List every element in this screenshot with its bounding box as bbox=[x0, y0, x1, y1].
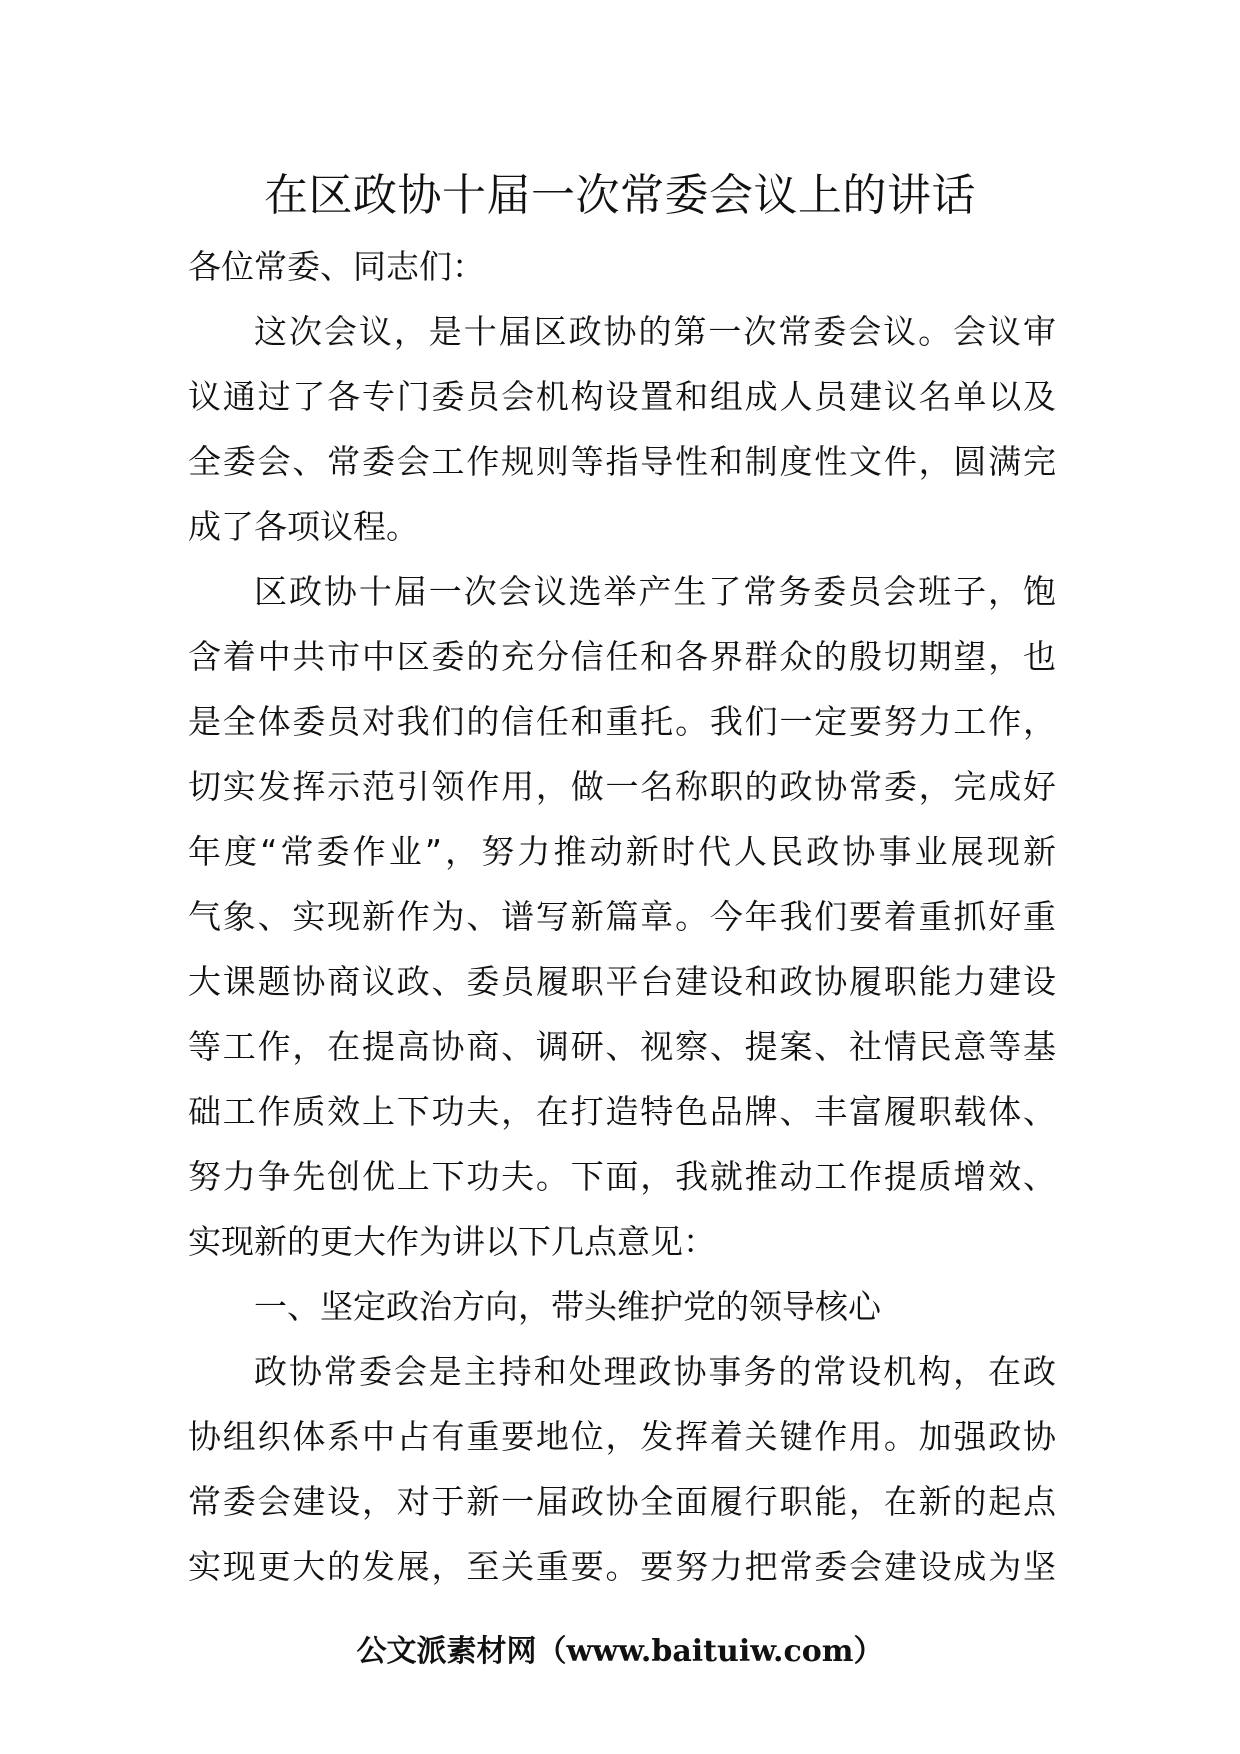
paragraph-2-line-8: 等工作，在提高协商、调研、视察、提案、社情民意等基 bbox=[188, 1027, 1056, 1066]
paragraph-2-line-2: 含着中共市中区委的充分信任和各界群众的殷切期望，也 bbox=[188, 637, 1056, 676]
document-body bbox=[188, 234, 1056, 1599]
section-paragraph-line-2: 协组织体系中占有重要地位，发挥着关键作用。加强政协 bbox=[188, 1417, 1056, 1456]
section-paragraph-line-4: 实现更大的发展，至关重要。要努力把常委会建设成为坚 bbox=[188, 1547, 1056, 1586]
greeting: 各位常委、同志们： bbox=[188, 247, 485, 286]
section-paragraph-line-3: 常委会建设，对于新一届政协全面履行职能，在新的起点 bbox=[188, 1482, 1056, 1521]
paragraph-2-line-7: 大课题协商议政、委员履职平台建设和政协履职能力建设 bbox=[188, 962, 1056, 1001]
paragraph-1-line-2: 议通过了各专门委员会机构设置和组成人员建议名单以及 bbox=[188, 377, 1056, 416]
paragraph-1-line-1: 这次会议，是十届区政协的第一次常委会议。会议审 bbox=[254, 312, 1056, 351]
footer-source: 公文派素材网（www.baituiw.com） bbox=[356, 1634, 884, 1669]
document-title: 在区政协十届一次常委会议上的讲话 bbox=[264, 170, 976, 221]
paragraph-1-line-3: 全委会、常委会工作规则等指导性和制度性文件，圆满完 bbox=[188, 442, 1056, 481]
paragraph-2-line-3: 是全体委员对我们的信任和重托。我们一定要努力工作， bbox=[188, 702, 1056, 741]
paragraph-2-line-5: 年度“常委作业”，努力推动新时代人民政协事业展现新 bbox=[188, 832, 1056, 871]
section-heading: 一、坚定政治方向，带头维护党的领导核心 bbox=[254, 1287, 881, 1326]
paragraph-2-line-1: 区政协十届一次会议选举产生了常务委员会班子，饱 bbox=[254, 572, 1056, 611]
paragraph-2-line-6: 气象、实现新作为、谱写新篇章。今年我们要着重抓好重 bbox=[188, 897, 1056, 936]
paragraph-2-line-9: 础工作质效上下功夫，在打造特色品牌、丰富履职载体、 bbox=[188, 1092, 1056, 1131]
paragraph-2-line-4: 切实发挥示范引领作用，做一名称职的政协常委，完成好 bbox=[188, 767, 1056, 806]
section-paragraph-line-1: 政协常委会是主持和处理政协事务的常设机构，在政 bbox=[254, 1352, 1056, 1391]
paragraph-1-line-4: 成了各项议程。 bbox=[188, 507, 419, 546]
paragraph-2-line-11: 实现新的更大作为讲以下几点意见： bbox=[188, 1222, 716, 1261]
paragraph-2-line-10: 努力争先创优上下功夫。下面，我就推动工作提质增效、 bbox=[188, 1157, 1056, 1196]
